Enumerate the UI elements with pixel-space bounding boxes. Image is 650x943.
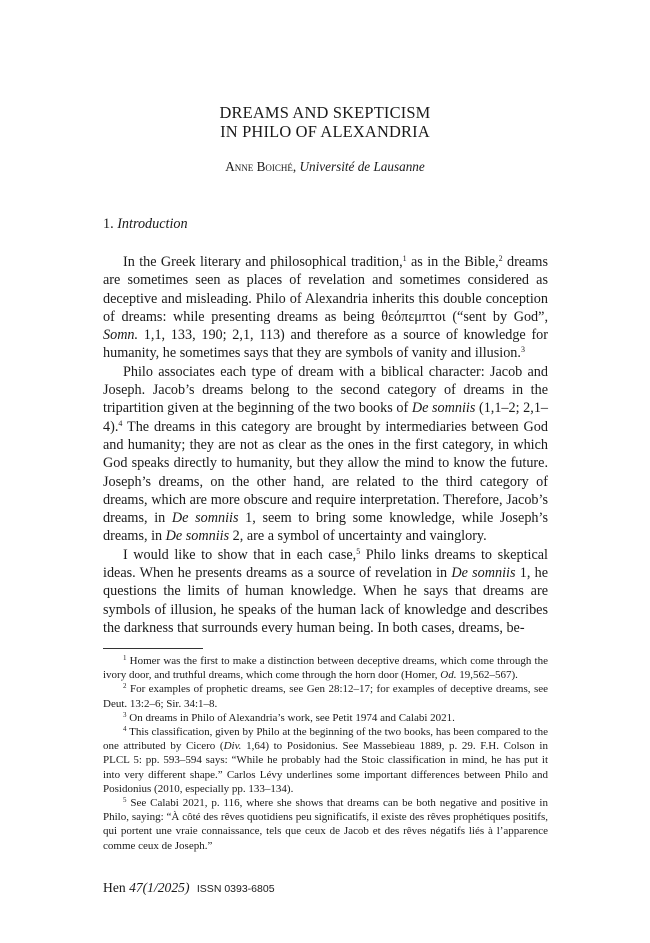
paragraph: I would like to show that in each case,$^5$ Philo links dreams to skeptical ideas. When he presents dreams as a source of revelation in De somniis 1, he questions the limits of human knowledge. When he says that dreams are symbols of illusion, he speaks of the human lack of knowledge and describes the darkness that surrounds every human being. In both cases, dreams, be- <box>103 546 548 636</box>
footnote-ref: 5 <box>356 546 361 556</box>
section-title: Introduction <box>117 216 188 232</box>
section-heading <box>103 215 188 233</box>
footnote-ref: 3 <box>520 345 525 355</box>
title-line-2: IN PHILO OF ALEXANDRIA <box>220 122 430 141</box>
article-title <box>0 103 650 141</box>
footnote-ref: 1 <box>402 254 407 263</box>
footnote-divider <box>103 648 203 649</box>
author-name: Anne Boiché <box>225 159 293 174</box>
body-text <box>103 253 548 637</box>
paragraph: In the Greek literary and philosophical tradition,$^1$ as in the Bible,$^2$ dreams are sometimes seen as places of revelation and sometimes considered as deceptive and misleading. Philo of Alexandria inherits this double conception of dreams: while presenting dreams as being θεόπεμπτοι (“sent by God”, Somn. 1,1, 133, 190; 2,1, 113) and therefore as a source of knowledge for humanity, he sometimes says that they are symbols of vanity and illusion.$^3$ <box>103 254 548 362</box>
footnote: $^5$ See Calabi 2021, p. 116, where she shows that dreams can be both negative and positive in Philo, saying: “À côté des rêves quotidiens peu significatifs, il existe des rêves prophétiques positifs, qui portent une vraie connaissance, tels que ceux de Jacob et des rêves négatifs liés à l’apparence comme ceux de Joseph.” <box>103 796 548 852</box>
footnote-ref: 2 <box>498 254 503 263</box>
footnote-ref: 4 <box>118 418 123 428</box>
author-line: Anne Boiché, Université de Lausanne <box>225 159 425 174</box>
section-number: 1. <box>103 216 114 232</box>
page-footer <box>103 880 275 897</box>
footnote: $^3$ On dreams in Philo of Alexandria’s work, see Petit 1974 and Calabi 2021. <box>123 710 455 724</box>
title-line-1: DREAMS AND SKEPTICISM <box>219 103 431 122</box>
journal-issn: ISSN 0393-6805 <box>196 883 275 895</box>
footnote: $^4$ This classification, given by Philo at the beginning of the two books, has been compared to the one attributed by Cicero (Div. 1,64) to Posidonius. See Massebieau 1889, p. 29. F.H. Colson in PLCL 5: pp. 593–594 says: “While he probably had the Stoic classification in mind, he has put it into very different shape.” Carlos Lévy underlines some important differences between Philo and Posidonius (2010, especially pp. 133–134). <box>103 725 548 795</box>
footnote: $^1$ Homer was the first to make a distinction between deceptive dreams, which come through the ivory door, and truthful dreams, which come through the horn door (Homer, Od. 19,562–567). <box>103 654 548 682</box>
journal-name: Hen <box>103 880 126 895</box>
paragraph: Philo associates each type of dream with a biblical character: Jacob and Joseph. Jacob’s dreams belong to the second category of dreams in the tripartition given at the beginning of the two books of De somniis (1,1–2; 2,1–4).$^4$ The dreams in this category are brought by intermediaries between God and humanity; they are not as clear as the ones in the first category, in which God speaks directly to humanity, but they allow the mind to know the future. Joseph’s dreams, on the other hand, are related to the third category of dreams, which are more obscure and require interpretation. Therefore, Jacob’s dreams, in De somniis 1, seem to bring some knowledge, while Joseph’s dreams, in De somniis 2, are a symbol of uncertainty and vainglory. <box>103 363 549 545</box>
author-affiliation: Université de Lausanne <box>299 159 425 174</box>
journal-issue: 47(1/2025) <box>129 880 190 895</box>
footnotes <box>103 654 548 853</box>
footnote: $^2$ For examples of prophetic dreams, see Gen 28:12–17; for examples of deceptive dreams, see Deut. 13:2–6; Sir. 34:1–8. <box>103 682 548 710</box>
